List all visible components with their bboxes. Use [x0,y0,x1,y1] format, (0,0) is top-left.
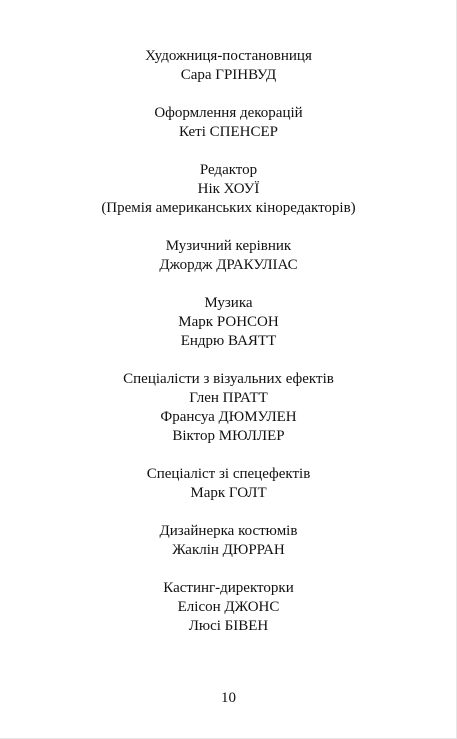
credit-name: Віктор МЮЛЛЕР [172,428,285,444]
credit-group-editor [0,161,457,218]
credit-role: Музичний керівник [165,238,292,254]
credits-list [0,47,457,636]
credit-group-visual-effects [0,370,457,446]
credit-role: Редактор [199,162,258,178]
credit-group-set-decoration [0,104,457,142]
credit-group-special-effects [0,465,457,503]
credit-group-production-designer [0,47,457,85]
credit-role: Спеціалісти з візуальних ефектів [123,371,334,387]
credit-group-music [0,294,457,351]
credit-name: Сара ГРІНВУД [180,67,277,83]
credit-name: Нік ХОУЇ [197,181,260,197]
credit-name: Марк РОНСОН [178,314,279,330]
credit-group-casting-directors [0,579,457,636]
credit-group-music-supervisor [0,237,457,275]
credit-role: Кастинг-директорки [163,580,294,596]
credit-note: (Премія американських кінoредакторів) [101,200,356,216]
credit-role: Оформлення декорацій [154,105,303,121]
credit-role: Спеціаліст зі спецефектів [146,466,311,482]
credit-name: Глен ПРАТТ [189,390,268,406]
credit-name: Франсуа ДЮМУЛЕН [160,409,297,425]
credit-name: Ендрю ВАЯТТ [180,333,277,349]
credit-name: Марк ГОЛТ [190,485,267,501]
credit-name: Жаклін ДЮРРАН [172,542,285,558]
credit-role: Дизайнерка костюмів [159,523,298,539]
credit-name: Кеті СПЕНСЕР [179,124,278,140]
credit-name: Елісон ДЖОНС [177,599,280,615]
credit-name: Джордж ДРАКУЛІАС [159,257,298,273]
credit-role: Музика [204,295,253,311]
credit-name: Люсі БІВЕН [188,618,269,634]
page-number: 10 [221,690,236,706]
credit-group-costume-designer [0,522,457,560]
credit-role: Художниця-постановниця [145,48,312,64]
